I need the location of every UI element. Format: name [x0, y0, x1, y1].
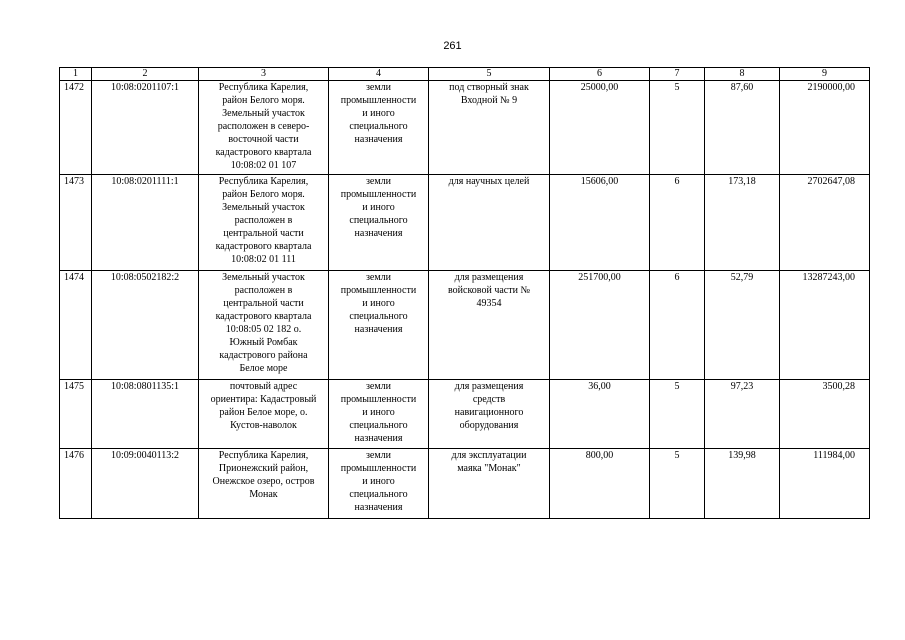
permitted-use: для научных целей — [429, 175, 550, 271]
permitted-use: для эксплуатации маяка "Монак" — [429, 449, 550, 519]
location-description: Земельный участок расположен в центральной части кадастрового квартала 10:08:05 02 182 о. Южный Ромбак кадастрового района Белое море — [199, 271, 329, 380]
permitted-use: для размещения войсковой части № 49354 — [429, 271, 550, 380]
cadastral-number: 10:08:0502182:2 — [92, 271, 199, 380]
rate-value: 87,60 — [705, 81, 780, 175]
table-row — [60, 81, 870, 175]
cost-value: 13287243,00 — [780, 271, 870, 380]
header-row — [60, 68, 870, 81]
column-header: 9 — [780, 68, 870, 81]
table-row — [60, 175, 870, 271]
cost-value: 111984,00 — [780, 449, 870, 519]
row-number: 1474 — [60, 271, 92, 380]
location-description: Республика Карелия, район Белого моря. Земельный участок расположен в центральной части кадастрового квартала 10:08:02 01 111 — [199, 175, 329, 271]
group-value: 5 — [650, 449, 705, 519]
group-value: 5 — [650, 380, 705, 449]
cost-value: 2702647,08 — [780, 175, 870, 271]
column-header: 2 — [92, 68, 199, 81]
column-header: 1 — [60, 68, 92, 81]
land-category: земли промышленности и иного специального назначения — [329, 380, 429, 449]
land-category: земли промышленности и иного специального назначения — [329, 81, 429, 175]
area-value: 251700,00 — [550, 271, 650, 380]
cost-value: 2190000,00 — [780, 81, 870, 175]
cadastral-number: 10:08:0201107:1 — [92, 81, 199, 175]
area-value: 36,00 — [550, 380, 650, 449]
rate-value: 52,79 — [705, 271, 780, 380]
column-header: 7 — [650, 68, 705, 81]
cost-value: 3500,28 — [780, 380, 870, 449]
group-value: 6 — [650, 175, 705, 271]
table-row — [60, 449, 870, 519]
cadastral-number: 10:09:0040113:2 — [92, 449, 199, 519]
rate-value: 139,98 — [705, 449, 780, 519]
row-number: 1473 — [60, 175, 92, 271]
land-category: земли промышленности и иного специального назначения — [329, 449, 429, 519]
location-description: Республика Карелия, Прионежский район, Онежское озеро, остров Монак — [199, 449, 329, 519]
group-value: 5 — [650, 81, 705, 175]
table-row — [60, 271, 870, 380]
area-value: 800,00 — [550, 449, 650, 519]
rate-value: 97,23 — [705, 380, 780, 449]
area-value: 25000,00 — [550, 81, 650, 175]
column-header: 8 — [705, 68, 780, 81]
land-category: земли промышленности и иного специального назначения — [329, 271, 429, 380]
column-header: 4 — [329, 68, 429, 81]
cadastral-number: 10:08:0201111:1 — [92, 175, 199, 271]
location-description: Республика Карелия, район Белого моря. Земельный участок расположен в северо- восточной части кадастрового квартала 10:08:02 01 107 — [199, 81, 329, 175]
column-header: 5 — [429, 68, 550, 81]
row-number: 1476 — [60, 449, 92, 519]
permitted-use: для размещения средств навигационного оборудования — [429, 380, 550, 449]
group-value: 6 — [650, 271, 705, 380]
column-header: 6 — [550, 68, 650, 81]
page-number: 261 — [443, 40, 462, 52]
row-number: 1472 — [60, 81, 92, 175]
area-value: 15606,00 — [550, 175, 650, 271]
land-category: земли промышленности и иного специального назначения — [329, 175, 429, 271]
land-plots-table — [59, 67, 870, 519]
table-row — [60, 380, 870, 449]
cadastral-number: 10:08:0801135:1 — [92, 380, 199, 449]
rate-value: 173,18 — [705, 175, 780, 271]
row-number: 1475 — [60, 380, 92, 449]
column-header: 3 — [199, 68, 329, 81]
location-description: почтовый адрес ориентира: Кадастровый район Белое море, о. Кустов-наволок — [199, 380, 329, 449]
permitted-use: под створный знак Входной № 9 — [429, 81, 550, 175]
